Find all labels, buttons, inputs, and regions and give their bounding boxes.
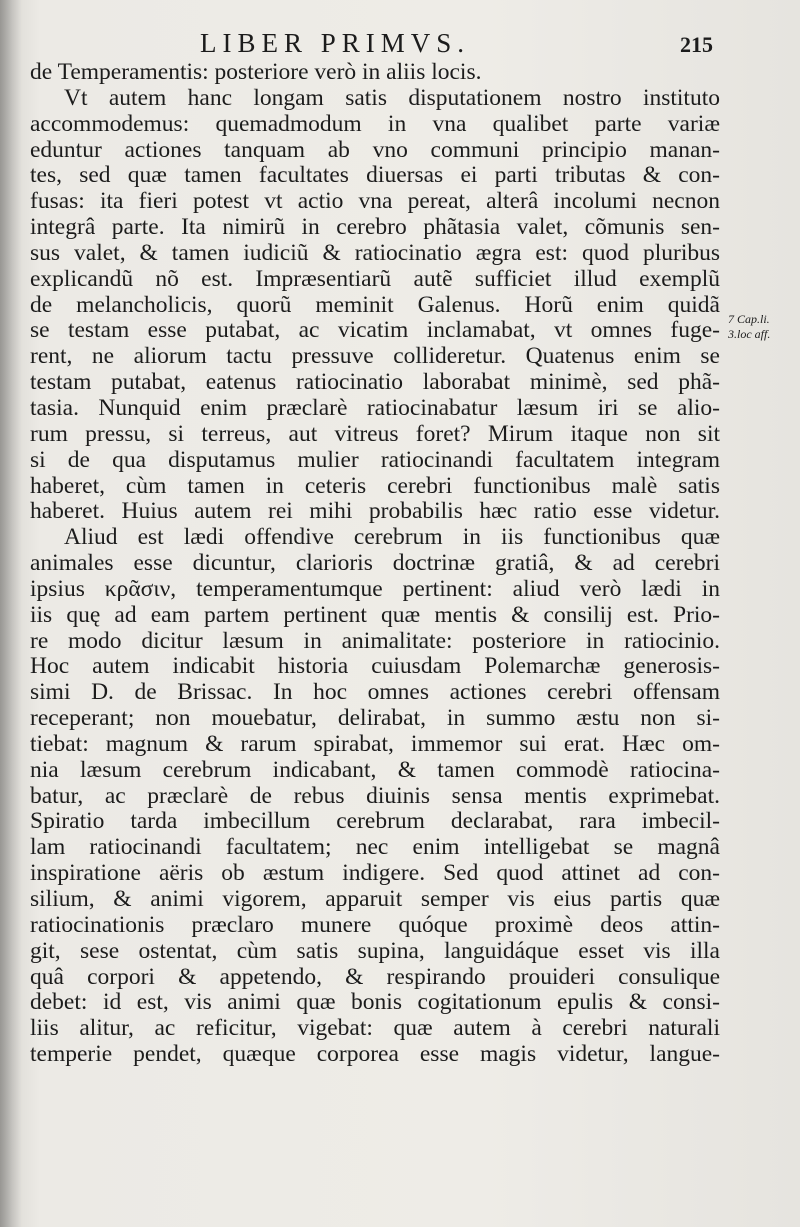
text-line: fusas: ita fieri potest vt actio vna pereat, alterâ incolumi necnon: [30, 189, 720, 215]
text-line: silium, & animi vigorem, apparuit semper vis eius partis quæ: [30, 887, 720, 912]
text-line: Spiratio tarda imbecillum cerebrum declarabat, rara imbecil-: [30, 809, 720, 835]
text-line: git, sese ostentat, cùm satis supina, languidáque esset vis illa: [30, 938, 720, 964]
marginal-note-line: 7 Cap.li.: [728, 312, 770, 326]
text-line: lam ratiocinandi facultatem; nec enim intelligebat se magnâ: [30, 835, 720, 861]
marginal-note-line: 3.loc aff.: [728, 327, 771, 341]
text-line: se testam esse putabat, ac vicatim inclamabat, vt omnes fuge-: [30, 318, 720, 344]
text-line: simi D. de Brissac. In hoc omnes actiones cerebri offensam: [30, 680, 720, 706]
text-line: si de qua disputamus mulier ratiocinandi facultatem integram: [30, 447, 720, 473]
text-line: inspiratione aëris ob æstum indigere. Sed quod attinet ad con-: [30, 861, 720, 887]
text-line: testam putabat, eatenus ratiocinatio laborabat minimè, sed phã-: [30, 370, 720, 396]
text-line: ratiocinationis præclaro munere quóque proximè deos attin-: [30, 912, 720, 938]
text-line: tiebat: magnum & rarum spirabat, immemor sui erat. Hæc om-: [30, 731, 720, 757]
text-line: Vt autem hanc longam satis disputationem nostro instituto: [64, 85, 720, 111]
text-line: liis alitur, ac reficitur, vigebat: quæ autem à cerebri naturali: [30, 1016, 720, 1042]
text-line: haberet, cùm tamen in ceteris cerebri functionibus malè satis: [30, 473, 720, 499]
page-number: 215: [680, 32, 713, 57]
text-line: quâ corpori & appetendo, & respirando prouideri consulique: [30, 964, 720, 990]
gutter-shadow: [0, 0, 22, 1227]
text-line: iis quę ad eam partem pertinent quæ mentis & consilij est. Prio-: [30, 602, 720, 628]
text-line: re modo dicitur læsum in animalitate: posteriore in ratiocinio.: [30, 628, 720, 654]
text-line: tasia. Nunquid enim præclarè ratiocinabatur læsum iri se alio-: [30, 395, 720, 421]
text-line: receperant; non mouebatur, delirabat, in summo æstu non si-: [30, 706, 720, 732]
text-line: temperie pendet, quæque corporea esse magis videtur, langue-: [30, 1042, 720, 1068]
page-header: [200, 22, 720, 62]
text-line: haberet. Huius autem rei mihi probabilis hæc ratio esse videtur.: [30, 499, 720, 525]
text-line: eduntur actiones tanquam ab vno communi principio manan-: [30, 137, 720, 163]
text-line: sus valet, & tamen iudiciũ & ratiocinatio ægra est: quod pluribus: [30, 240, 720, 266]
text-line: accommodemus: quemadmodum in vna qualibet parte variæ: [30, 111, 720, 137]
text-line: ipsius κρᾶσιν, temperamentumque pertinent: aliud verò lædi in: [30, 576, 720, 602]
text-line: batur, ac præclarè de rebus diuinis sensa mentis exprimebat.: [30, 783, 720, 809]
marginal-note: [728, 312, 798, 342]
text-line: de Temperamentis: posteriore verò in aliis locis.: [30, 60, 482, 85]
text-line: explicandũ nõ est. Impræsentiarũ autẽ sufficiet illud exemplũ: [30, 266, 720, 292]
text-line: Aliud est lædi offendive cerebrum in iis functionibus quæ: [64, 525, 720, 551]
text-line: nia læsum cerebrum indicabant, & tamen commodè ratiocina-: [30, 757, 720, 783]
text-line: tes, sed quæ tamen facultates diuersas ei parti tributas & con-: [30, 163, 720, 189]
text-line: animales esse dicuntur, clarioris doctrinæ gratiâ, & ad cerebri: [30, 551, 720, 577]
running-title: LIBER PRIMVS.: [200, 28, 471, 58]
text-line: debet: id est, vis animi quæ bonis cogitationum epulis & consi-: [30, 990, 720, 1016]
text-line: Hoc autem indicabit historia cuiusdam Polemarchæ generosis-: [30, 654, 720, 680]
text-line: de melancholicis, quorũ meminit Galenus. Horũ enim quidã: [30, 292, 720, 318]
text-line: rent, ne aliorum tactu pressuve collideretur. Quatenus enim se: [30, 344, 720, 370]
body-text: [30, 60, 720, 1068]
text-line: integrâ parte. Ita nimirũ in cerebro phãtasia valet, cõmunis sen-: [30, 215, 720, 241]
text-line: rum pressu, si terreus, aut vitreus foret? Mirum itaque non sit: [30, 421, 720, 447]
